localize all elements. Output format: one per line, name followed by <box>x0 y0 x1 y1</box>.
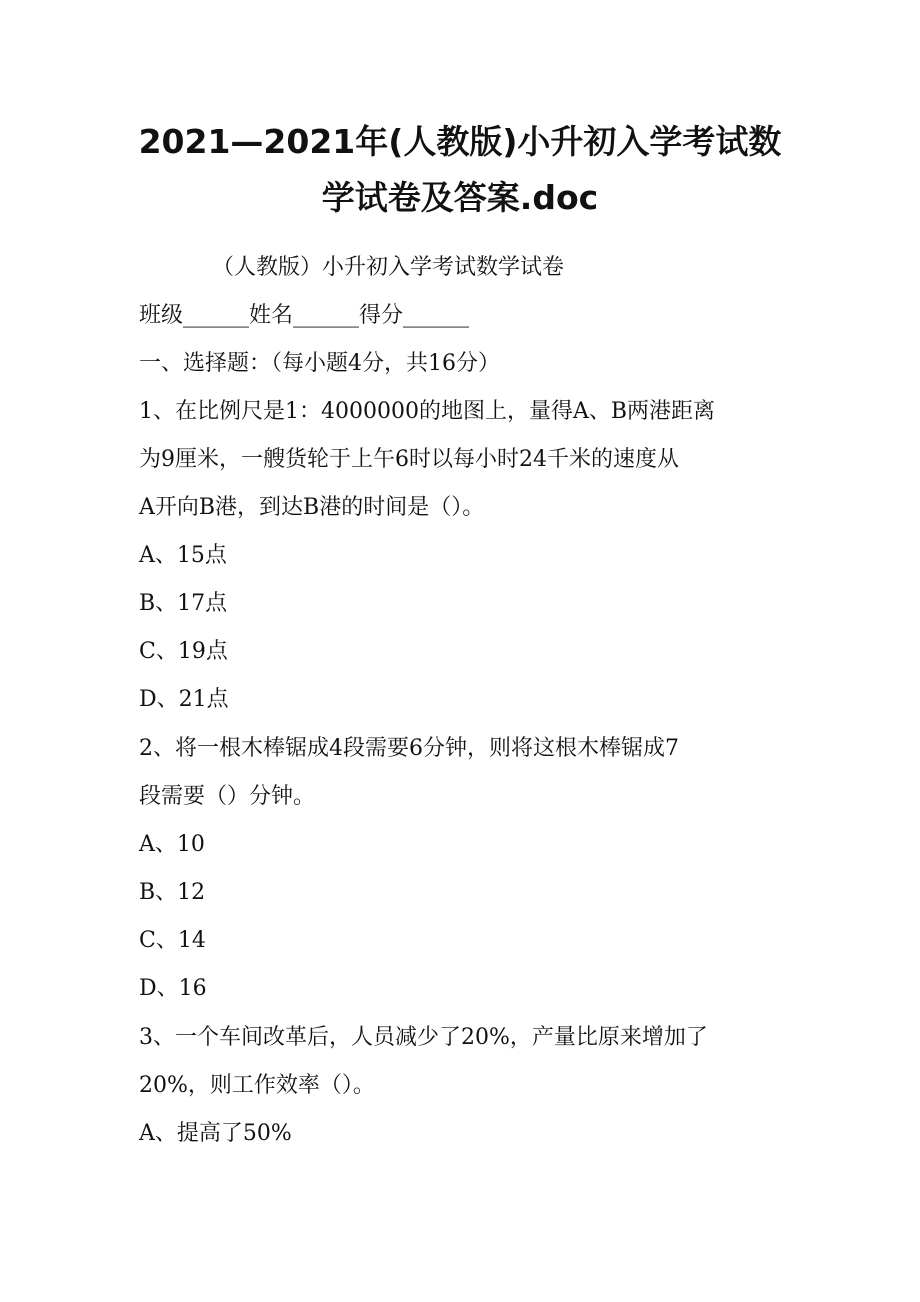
question-2-option-c: C、14 <box>139 928 206 953</box>
question-2-line-2: 段需要（）分钟。 <box>139 784 316 809</box>
question-3-line-1: 3、一个车间改革后，人员减少了20%，产量比原来增加了 <box>139 1025 708 1050</box>
student-info-line: 班级______姓名______得分______ <box>139 303 470 328</box>
question-1-option-d: D、21点 <box>139 687 229 712</box>
question-2-line-1: 2、将一根木棒锯成4段需要6分钟，则将这根木棒锯成7 <box>139 736 679 761</box>
question-1-option-b: B、17点 <box>139 591 228 616</box>
question-3-option-a: A、提高了50% <box>139 1121 292 1146</box>
question-1-line-2: 为9厘米，一艘货轮于上午6时以每小时24千米的速度从 <box>139 447 679 472</box>
exam-subtitle: （人教版）小升初入学考试数学试卷 <box>212 255 565 280</box>
question-1-option-a: A、15点 <box>139 543 227 568</box>
question-2-option-b: B、12 <box>139 880 206 905</box>
question-1-line-1: 1、在比例尺是1：4000000的地图上，量得A、B两港距离 <box>139 399 716 424</box>
section-heading: 一、选择题：（每小题4分，共16分） <box>139 351 500 376</box>
document-title: 2021—2021年(人教版)小升初入学考试数学试卷及答案.doc <box>138 122 782 217</box>
question-2-option-d: D、16 <box>139 976 207 1001</box>
question-3-line-2: 20%，则工作效率（）。 <box>139 1073 375 1098</box>
question-1-option-c: C、19点 <box>139 639 228 664</box>
question-1-line-3: A开向B港，到达B港的时间是（）。 <box>139 495 485 520</box>
question-2-option-a: A、10 <box>139 832 205 857</box>
